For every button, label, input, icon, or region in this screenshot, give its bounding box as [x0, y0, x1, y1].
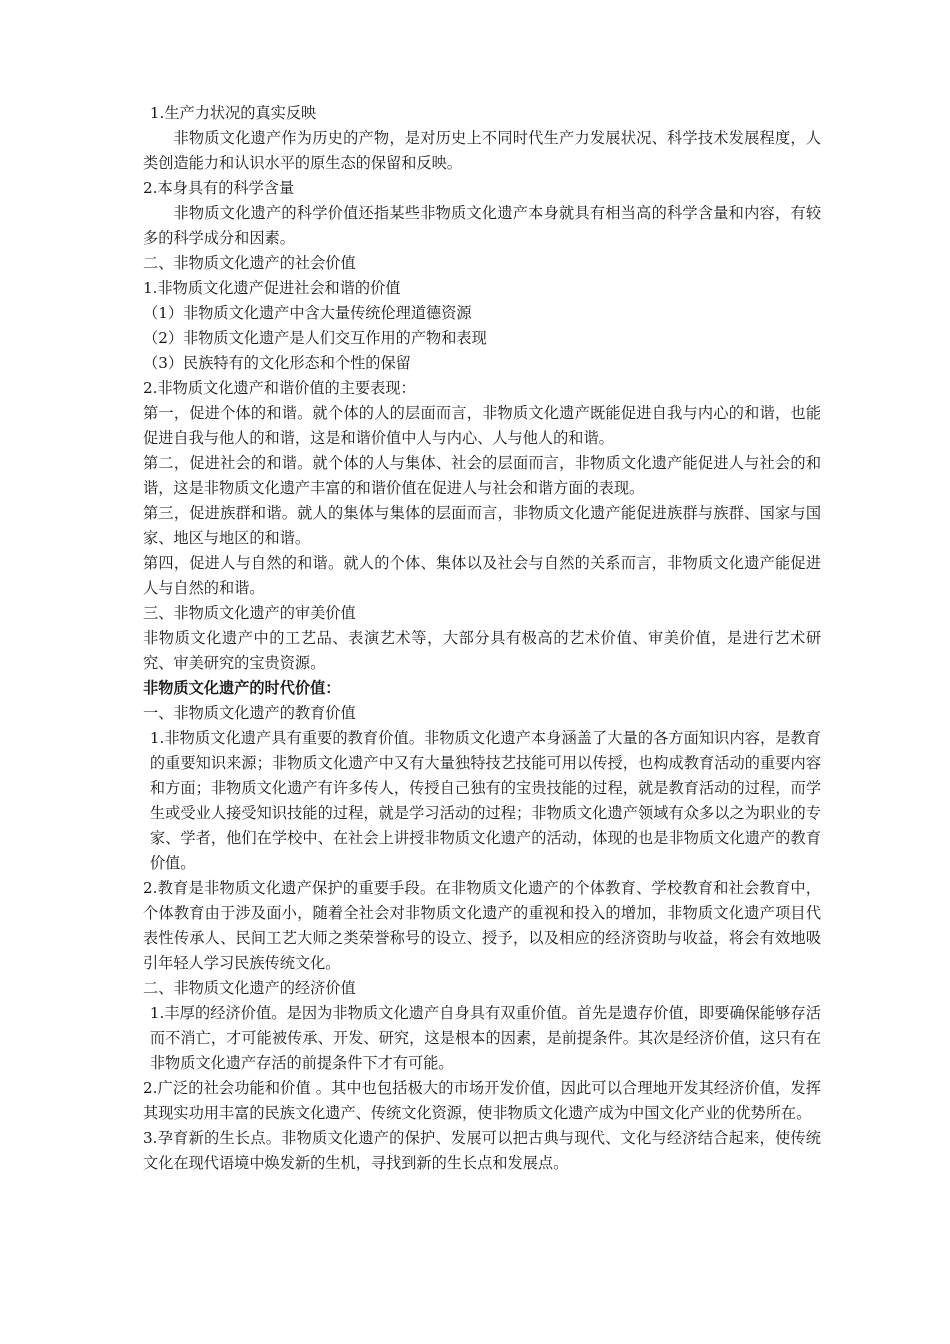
paragraph-productivity: 非物质文化遗产作为历史的产物，是对历史上不同时代生产力发展状况、科学技术发展程度，人类创造能力和认识水平的原生态的保留和反映。 — [143, 129, 821, 172]
heading-productivity-reflection: 1.生产力状况的真实反映 — [149, 104, 317, 122]
bold-heading-contemporary-value: 非物质文化遗产的时代价值： — [143, 679, 341, 697]
section-heading-social-value: 二、非物质文化遗产的社会价值 — [143, 254, 356, 272]
section-heading-aesthetic-value: 三、非物质文化遗产的审美价值 — [143, 604, 356, 622]
paragraph-nature-harmony: 第四，促进人与自然的和谐。就人的个体、集体以及社会与自然的关系而言，非物质文化遗产能促进人与自然的和谐。 — [143, 554, 821, 597]
section-heading-economic-value: 二、非物质文化遗产的经济价值 — [143, 979, 356, 997]
paragraph-new-growth: 3.孕育新的生长点。非物质文化遗产的保护、发展可以把古典与现代、文化与经济结合起来，使传统文化在现代语境中焕发新的生机，寻找到新的生长点和发展点。 — [143, 1129, 821, 1172]
list-item-ethics-resources: （1）非物质文化遗产中含大量传统伦理道德资源 — [143, 304, 472, 322]
paragraph-aesthetic-value: 非物质文化遗产中的工艺品、表演艺术等，大部分具有极高的艺术价值、审美价值，是进行艺术研究、审美研究的宝贵资源。 — [143, 629, 821, 672]
heading-scientific-content: 2.本身具有的科学含量 — [143, 179, 295, 197]
paragraph-education-value: 1.非物质文化遗产具有重要的教育价值。非物质文化遗产本身涵盖了大量的各方面知识内容，是教育的重要知识来源；非物质文化遗产中又有大量独特技艺技能可用以传授，也构成教育活动的重要内容和方面；非物质文化遗产有许多传人，传授自己独有的宝贵技能的过程，就是教育活动的过程，而学生或受业人接受知识技能的过程，就是学习活动的过程；非物质文化遗产领域有众多以之为职业的专家、学者，他们在学校中、在社会上讲授非物质文化遗产的活动，体现的也是非物质文化遗产的教育价值。 — [149, 729, 821, 872]
paragraph-ethnic-harmony: 第三，促进族群和谐。就人的集体与集体的层面而言，非物质文化遗产能促进族群与族群、国家与国家、地区与地区的和谐。 — [143, 504, 821, 547]
section-heading-education-value: 一、非物质文化遗产的教育价值 — [143, 704, 356, 722]
heading-harmony-manifestations: 2.非物质文化遗产和谐价值的主要表现： — [143, 379, 416, 397]
list-item-interaction-product: （2）非物质文化遗产是人们交互作用的产物和表现 — [143, 329, 487, 347]
list-item-cultural-forms: （3）民族特有的文化形态和个性的保留 — [143, 354, 411, 372]
document-page — [143, 101, 821, 1176]
paragraph-education-protection: 2.教育是非物质文化遗产保护的重要手段。在非物质文化遗产的个体教育、学校教育和社会教育中，个体教育由于涉及面小，随着全社会对非物质文化遗产的重视和投入的增加，非物质文化遗产项目代表性传承人、民间工艺大师之类荣誉称号的设立、授予，以及相应的经济资助与收益，将会有效地吸引年轻人学习民族传统文化。 — [143, 879, 821, 972]
paragraph-individual-harmony: 第一，促进个体的和谐。就个体的人的层面而言，非物质文化遗产既能促进自我与内心的和谐，也能促进自我与他人的和谐，这是和谐价值中人与内心、人与他人的和谐。 — [143, 404, 821, 447]
paragraph-social-function: 2.广泛的社会功能和价值 。其中也包括极大的市场开发价值，因此可以合理地开发其经济价值，发挥其现实功用丰富的民族文化遗产、传统文化资源，使非物质文化遗产成为中国文化产业的优势所在。 — [143, 1079, 821, 1122]
paragraph-scientific-value: 非物质文化遗产的科学价值还指某些非物质文化遗产本身就具有相当高的科学含量和内容，有较多的科学成分和因素。 — [143, 204, 821, 247]
paragraph-economic-value: 1.丰厚的经济价值。是因为非物质文化遗产自身具有双重价值。首先是遗存价值，即要确保能够存活而不消亡，才可能被传承、开发、研究，这是根本的因素，是前提条件。其次是经济价值，这只有在非物质文化遗产存活的前提条件下才有可能。 — [149, 1004, 821, 1072]
heading-social-harmony: 1.非物质文化遗产促进社会和谐的价值 — [143, 279, 401, 297]
paragraph-social-harmony: 第二，促进社会的和谐。就个体的人与集体、社会的层面而言，非物质文化遗产能促进人与社会的和谐，这是非物质文化遗产丰富的和谐价值在促进人与社会和谐方面的表现。 — [143, 454, 821, 497]
